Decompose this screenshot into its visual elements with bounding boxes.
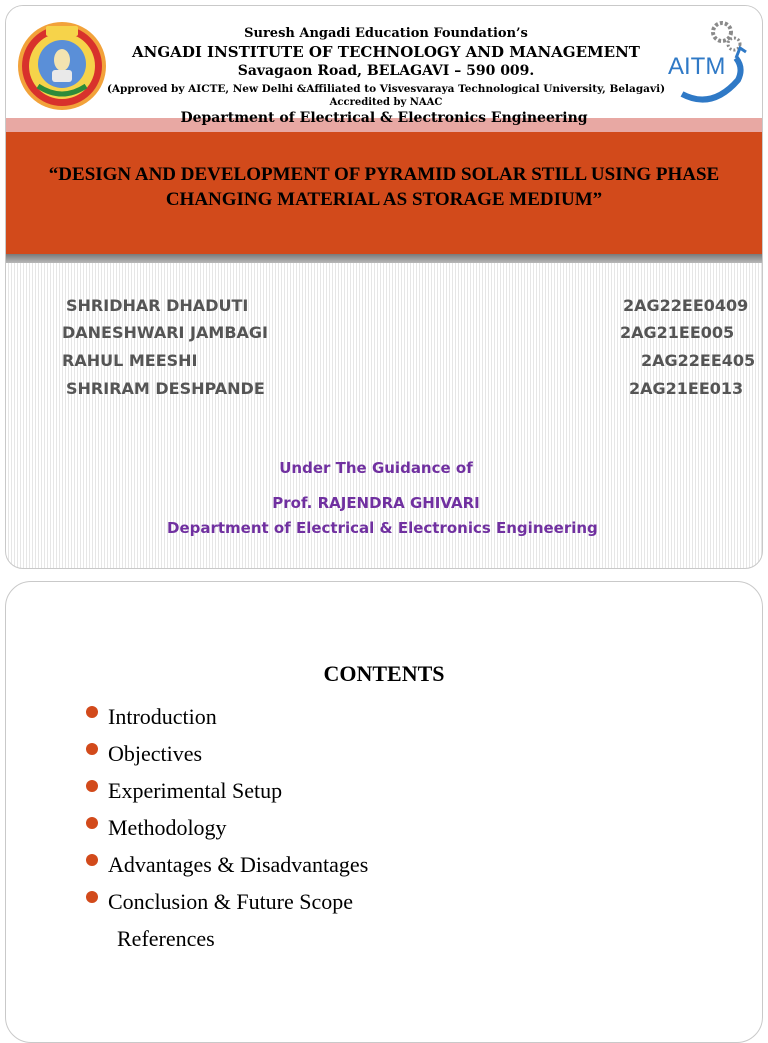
list-item-label: Conclusion & Future Scope <box>108 889 354 914</box>
contents-heading: CONTENTS <box>323 661 445 686</box>
list-item-label: Objectives <box>108 741 203 766</box>
student-name: RAHUL MEESHI <box>62 351 198 370</box>
title-band <box>6 132 762 254</box>
student-usn: 2AG21EE013 <box>629 379 744 398</box>
student-usn: 2AG22EE0409 <box>623 296 749 315</box>
institute-address: Savagaon Road, BELAGAVI – 590 009. <box>237 63 535 79</box>
list-item <box>86 778 686 804</box>
aitm-logo-icon <box>662 18 758 110</box>
project-title-line2: CHANGING MATERIAL AS STORAGE MEDIUM” <box>165 189 603 210</box>
list-item <box>86 704 686 730</box>
student-usn: 2AG22EE405 <box>641 351 756 370</box>
list-item-label: Methodology <box>108 815 227 840</box>
approval-note: (Approved by AICTE, New Delhi &Affiliated to Visvesvaraya Technological University, Belagavi) <box>106 83 666 95</box>
list-item-label: Experimental Setup <box>108 778 283 803</box>
institute-name: ANGADI INSTITUTE OF TECHNOLOGY AND MANAGEMENT <box>132 43 640 61</box>
project-title <box>6 162 762 212</box>
list-item <box>86 815 686 841</box>
guide-name: Prof. RAJENDRA GHIVARI <box>272 494 480 512</box>
list-item-label: Advantages & Disadvantages <box>108 852 369 877</box>
student-name: SHRIRAM DESHPANDE <box>66 379 265 398</box>
list-item <box>86 889 686 915</box>
aitm-logo-text: AITM <box>668 53 726 80</box>
bullet-dot-icon <box>86 780 98 792</box>
list-item-label: Introduction <box>108 704 217 729</box>
title-shadow-bar <box>6 254 762 263</box>
bullet-dot-icon <box>86 891 98 903</box>
student-name: DANESHWARI JAMBAGI <box>62 323 268 342</box>
bullet-dot-icon <box>86 743 98 755</box>
title-slide <box>5 5 763 569</box>
list-item <box>86 852 686 878</box>
foundation-name: Suresh Angadi Education Foundation’s <box>244 26 528 41</box>
bullet-dot-icon <box>86 817 98 829</box>
project-title-line1: “DESIGN AND DEVELOPMENT OF PYRAMID SOLAR STILL USING PHASE <box>48 164 720 185</box>
accreditation-note: Accredited by NAAC <box>329 97 443 108</box>
guide-department: Department of Electrical & Electronics Engineering <box>167 519 598 537</box>
list-item <box>86 741 686 767</box>
bullet-dot-icon <box>86 706 98 718</box>
student-name: SHRIDHAR DHADUTI <box>66 296 249 315</box>
guidance-label: Under The Guidance of <box>279 459 473 477</box>
institute-emblem-icon <box>16 20 108 112</box>
contents-slide <box>5 581 763 1043</box>
department-header: Department of Electrical & Electronics Engineering <box>180 110 588 126</box>
bullet-dot-icon <box>86 854 98 866</box>
list-item-references: References <box>117 926 215 951</box>
student-usn: 2AG21EE005 <box>620 323 735 342</box>
